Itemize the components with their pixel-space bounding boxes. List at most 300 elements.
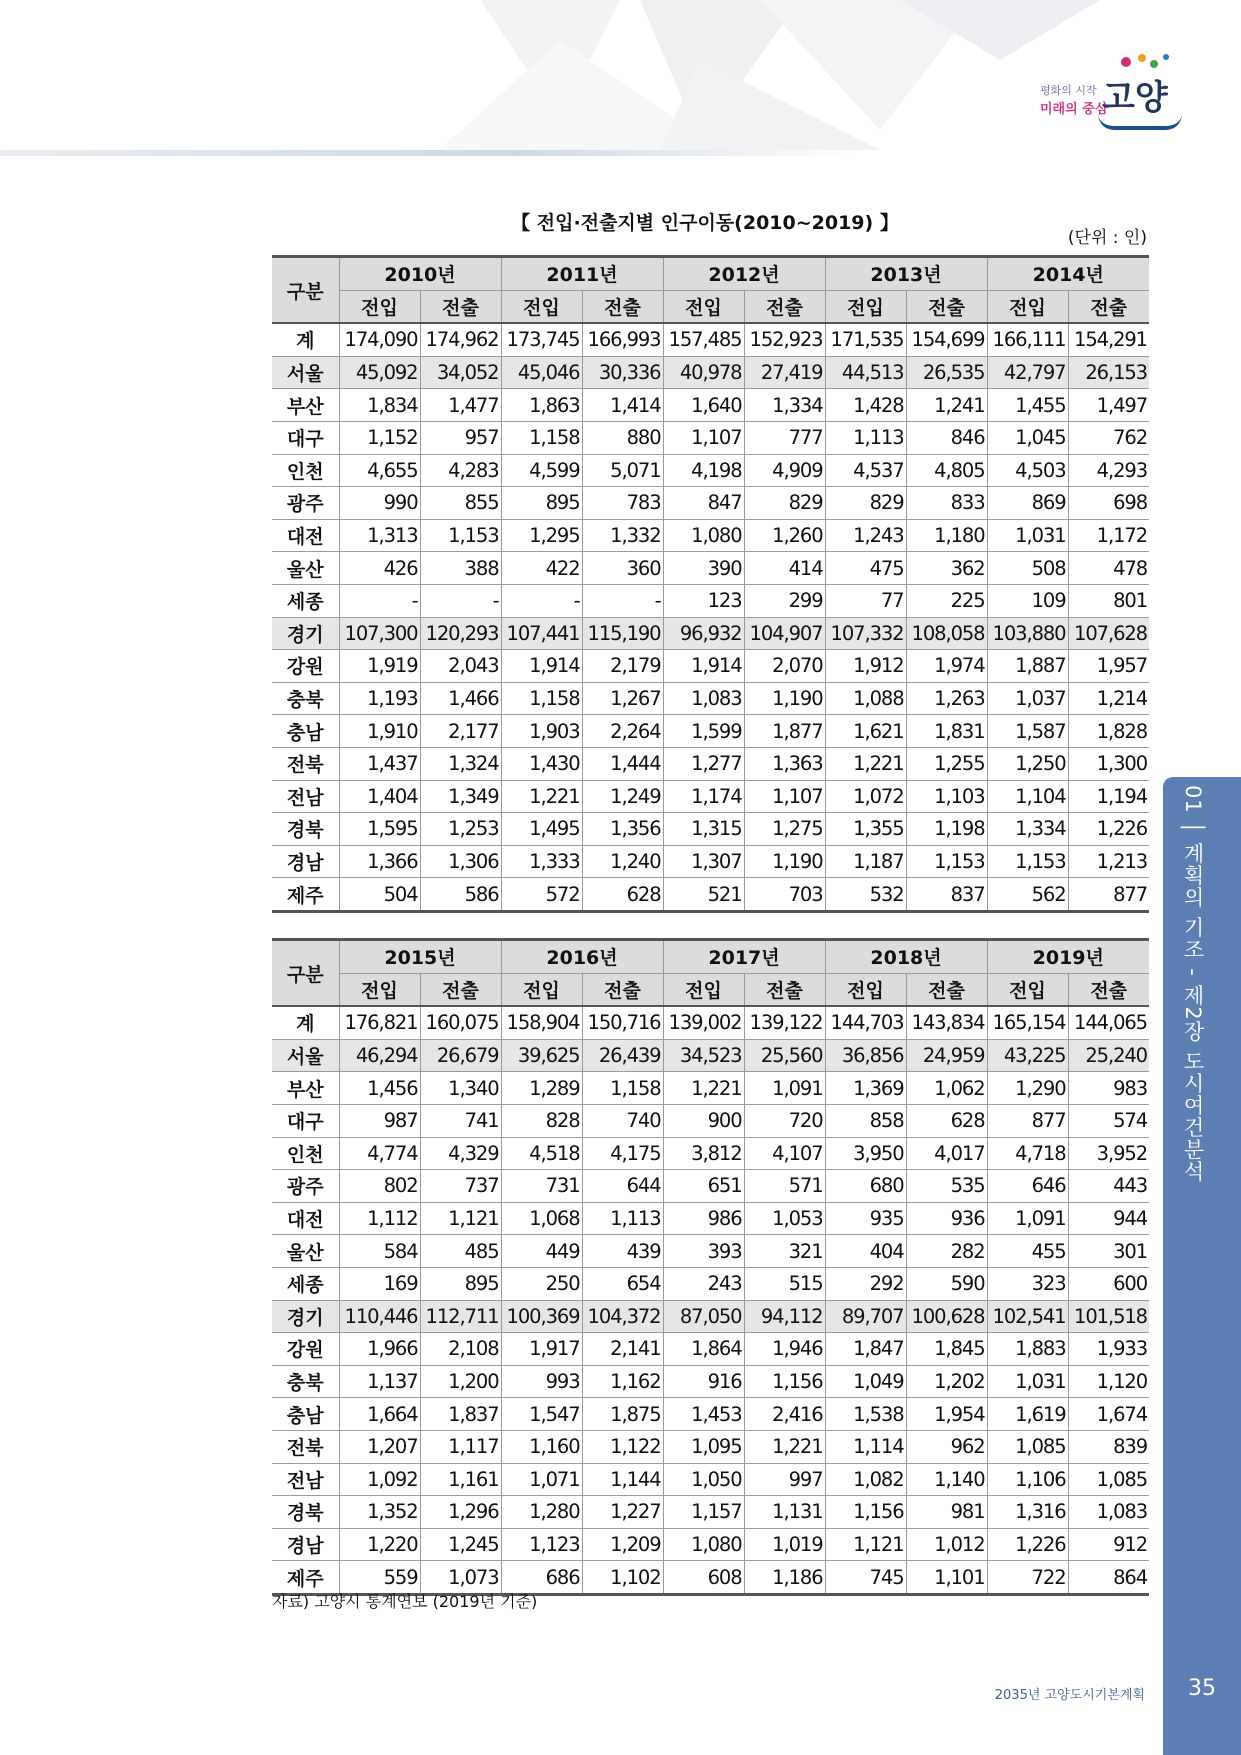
table-cell: 1,619: [987, 1398, 1068, 1431]
table-cell: 644: [582, 1170, 663, 1203]
table-cell: 1,332: [582, 519, 663, 552]
table-cell: 1,369: [825, 1072, 906, 1105]
table-row: [272, 1104, 1149, 1137]
table-cell: 26,153: [1068, 356, 1149, 389]
table-cell: 475: [825, 552, 906, 585]
region-label: 충북: [272, 682, 339, 715]
region-label: 제주: [272, 1561, 339, 1595]
table-cell: 1,092: [339, 1463, 420, 1496]
table-row: [272, 552, 1149, 585]
table-cell: 1,277: [663, 747, 744, 780]
table-cell: 1,324: [420, 747, 501, 780]
table-cell: 1,280: [501, 1496, 582, 1529]
region-label: 대전: [272, 519, 339, 552]
table-cell: 45,092: [339, 356, 420, 389]
table-cell: 1,595: [339, 813, 420, 846]
table-title: 【 전입·전출지별 인구이동(2010~2019) 】: [511, 212, 899, 234]
table-cell: 109: [987, 584, 1068, 617]
table-cell: 1,300: [1068, 747, 1149, 780]
table-cell: 802: [339, 1170, 420, 1203]
table-row: [272, 389, 1149, 422]
sub-header-in: 전입: [825, 290, 906, 323]
region-label: 전북: [272, 1430, 339, 1463]
table-cell: 646: [987, 1170, 1068, 1203]
sub-header-out: 전출: [1068, 290, 1149, 323]
table-cell: 94,112: [744, 1300, 825, 1333]
year-header: 2016년: [501, 940, 663, 974]
table-cell: 1,187: [825, 845, 906, 878]
table-cell: 1,340: [420, 1072, 501, 1105]
table-cell: 1,267: [582, 682, 663, 715]
table-cell: 1,355: [825, 813, 906, 846]
table-row: [272, 617, 1149, 650]
year-header: 2019년: [987, 940, 1149, 974]
table-cell: 1,226: [987, 1528, 1068, 1561]
table-cell: 174,090: [339, 323, 420, 356]
table-cell: 4,198: [663, 454, 744, 487]
table-cell: 993: [501, 1365, 582, 1398]
table-cell: 1,547: [501, 1398, 582, 1431]
table-cell: 4,718: [987, 1137, 1068, 1170]
table-cell: 1,263: [906, 682, 987, 715]
table-cell: 1,249: [582, 780, 663, 813]
table-row: [272, 1463, 1149, 1496]
region-label: 서울: [272, 1039, 339, 1072]
region-label: 인천: [272, 1137, 339, 1170]
table-row: [272, 1398, 1149, 1431]
table-cell: 4,805: [906, 454, 987, 487]
table-cell: -: [501, 584, 582, 617]
table-cell: 102,541: [987, 1300, 1068, 1333]
table-cell: 983: [1068, 1072, 1149, 1105]
table-cell: 4,283: [420, 454, 501, 487]
year-header: 2014년: [987, 257, 1149, 291]
table-cell: 89,707: [825, 1300, 906, 1333]
table-cell: 1,477: [420, 389, 501, 422]
table-cell: 150,716: [582, 1006, 663, 1039]
table-cell: 87,050: [663, 1300, 744, 1333]
table-row: [272, 323, 1149, 356]
table-cell: 846: [906, 421, 987, 454]
table-cell: 981: [906, 1496, 987, 1529]
sub-header-in: 전입: [987, 973, 1068, 1006]
table-cell: 1,497: [1068, 389, 1149, 422]
table-cell: 107,332: [825, 617, 906, 650]
table-cell: 1,664: [339, 1398, 420, 1431]
table-cell: 504: [339, 878, 420, 912]
table-cell: 1,091: [987, 1202, 1068, 1235]
sub-header-out: 전출: [582, 973, 663, 1006]
table-row: [272, 747, 1149, 780]
table-cell: 1,912: [825, 650, 906, 683]
table-cell: 880: [582, 421, 663, 454]
table-cell: 1,153: [987, 845, 1068, 878]
table-cell: 44,513: [825, 356, 906, 389]
table-row: [272, 845, 1149, 878]
table-row: [272, 519, 1149, 552]
year-header: 2010년: [339, 257, 501, 291]
table-cell: 292: [825, 1267, 906, 1300]
table-cell: 828: [501, 1104, 582, 1137]
table-cell: 301: [1068, 1235, 1149, 1268]
logo-slogan-1: 평화의 시작: [1040, 84, 1097, 97]
table-cell: 3,950: [825, 1137, 906, 1170]
table-cell: 166,111: [987, 323, 1068, 356]
table-cell: 152,923: [744, 323, 825, 356]
table-cell: 1,226: [1068, 813, 1149, 846]
table-cell: 1,914: [501, 650, 582, 683]
table-cell: 698: [1068, 487, 1149, 520]
table-cell: 1,444: [582, 747, 663, 780]
table-cell: 1,334: [744, 389, 825, 422]
table-cell: 1,202: [906, 1365, 987, 1398]
table-cell: 1,674: [1068, 1398, 1149, 1431]
table-cell: 895: [501, 487, 582, 520]
table-cell: 962: [906, 1430, 987, 1463]
table-row: [272, 1202, 1149, 1235]
table-row: [272, 1235, 1149, 1268]
sub-header-out: 전출: [744, 290, 825, 323]
table-cell: 877: [1068, 878, 1149, 912]
sub-header-in: 전입: [339, 973, 420, 1006]
sub-header-in: 전입: [501, 290, 582, 323]
table-cell: 1,207: [339, 1430, 420, 1463]
table-cell: 1,161: [420, 1463, 501, 1496]
region-label: 경북: [272, 1496, 339, 1529]
table-cell: 4,329: [420, 1137, 501, 1170]
table-cell: 173,745: [501, 323, 582, 356]
footer-plan-title: 2035년 고양도시기본계획: [994, 1688, 1145, 1703]
table-cell: 1,080: [663, 519, 744, 552]
table-cell: 864: [1068, 1561, 1149, 1595]
table-row: [272, 650, 1149, 683]
table-cell: 225: [906, 584, 987, 617]
region-label: 울산: [272, 552, 339, 585]
table-row: [272, 1496, 1149, 1529]
table-cell: 103,880: [987, 617, 1068, 650]
sub-header-in: 전입: [663, 973, 744, 1006]
table-cell: 1,158: [582, 1072, 663, 1105]
goyang-logo: [1040, 52, 1180, 132]
table-cell: 1,883: [987, 1333, 1068, 1366]
region-label: 계: [272, 323, 339, 356]
table-cell: 100,628: [906, 1300, 987, 1333]
table-cell: 26,439: [582, 1039, 663, 1072]
table-cell: 112,711: [420, 1300, 501, 1333]
table-cell: 30,336: [582, 356, 663, 389]
region-label: 경기: [272, 1300, 339, 1333]
table-cell: 169: [339, 1267, 420, 1300]
table-cell: 24,959: [906, 1039, 987, 1072]
table-row: [272, 1430, 1149, 1463]
table-cell: 1,834: [339, 389, 420, 422]
table-cell: 1,430: [501, 747, 582, 780]
region-label: 광주: [272, 1170, 339, 1203]
table-cell: 777: [744, 421, 825, 454]
table-cell: 40,978: [663, 356, 744, 389]
table-cell: 987: [339, 1104, 420, 1137]
table-cell: 2,179: [582, 650, 663, 683]
table-cell: 1,072: [825, 780, 906, 813]
table-cell: 4,107: [744, 1137, 825, 1170]
table-cell: 515: [744, 1267, 825, 1300]
table-cell: 1,253: [420, 813, 501, 846]
table-cell: 1,316: [987, 1496, 1068, 1529]
table-cell: 4,503: [987, 454, 1068, 487]
table-cell: 1,640: [663, 389, 744, 422]
table-cell: 703: [744, 878, 825, 912]
table-cell: 1,123: [501, 1528, 582, 1561]
table-cell: 1,156: [744, 1365, 825, 1398]
table-row: [272, 715, 1149, 748]
sub-header-in: 전입: [825, 973, 906, 1006]
table-cell: 1,174: [663, 780, 744, 813]
table-cell: 4,599: [501, 454, 582, 487]
table-cell: 1,352: [339, 1496, 420, 1529]
table-cell: 388: [420, 552, 501, 585]
region-label: 전북: [272, 747, 339, 780]
sub-header-row: [272, 973, 1149, 1006]
sub-header-row: [272, 290, 1149, 323]
table-cell: 120,293: [420, 617, 501, 650]
table-cell: -: [420, 584, 501, 617]
table-cell: 1,455: [987, 389, 1068, 422]
table-cell: 1,864: [663, 1333, 744, 1366]
table-cell: 1,363: [744, 747, 825, 780]
table-cell: 1,919: [339, 650, 420, 683]
year-header: 2015년: [339, 940, 501, 974]
table-cell: 1,037: [987, 682, 1068, 715]
table-cell: 299: [744, 584, 825, 617]
table-cell: 731: [501, 1170, 582, 1203]
table-cell: 1,966: [339, 1333, 420, 1366]
table-cell: 1,828: [1068, 715, 1149, 748]
table-cell: 414: [744, 552, 825, 585]
table-cell: 944: [1068, 1202, 1149, 1235]
table-row: [272, 682, 1149, 715]
table-row: [272, 813, 1149, 846]
table-cell: 1,131: [744, 1496, 825, 1529]
table-cell: 45,046: [501, 356, 582, 389]
table-cell: 1,437: [339, 747, 420, 780]
table-cell: 2,043: [420, 650, 501, 683]
table-cell: 1,414: [582, 389, 663, 422]
table-cell: 362: [906, 552, 987, 585]
table-cell: 1,160: [501, 1430, 582, 1463]
table-cell: 1,404: [339, 780, 420, 813]
region-label: 경남: [272, 1528, 339, 1561]
table-cell: -: [582, 584, 663, 617]
table-cell: 869: [987, 487, 1068, 520]
table-cell: 160,075: [420, 1006, 501, 1039]
table-cell: 439: [582, 1235, 663, 1268]
table-cell: 1,198: [906, 813, 987, 846]
header-rule: [0, 150, 860, 156]
table-cell: 176,821: [339, 1006, 420, 1039]
table-cell: 1,157: [663, 1496, 744, 1529]
table-cell: 745: [825, 1561, 906, 1595]
table-row: [272, 1006, 1149, 1039]
table-cell: 1,221: [501, 780, 582, 813]
table-cell: 858: [825, 1104, 906, 1137]
table-cell: 1,095: [663, 1430, 744, 1463]
table-cell: 1,366: [339, 845, 420, 878]
table-cell: 478: [1068, 552, 1149, 585]
table-cell: 1,158: [501, 682, 582, 715]
table-cell: 532: [825, 878, 906, 912]
table-row: [272, 584, 1149, 617]
table-cell: 1,113: [582, 1202, 663, 1235]
migration-table-2015-2019: [272, 938, 1149, 1596]
logo-flower-icon: [1118, 52, 1178, 72]
table-cell: 139,122: [744, 1006, 825, 1039]
table-cell: 2,108: [420, 1333, 501, 1366]
region-label: 충북: [272, 1365, 339, 1398]
table-cell: 3,812: [663, 1137, 744, 1170]
table-cell: 4,909: [744, 454, 825, 487]
table-cell: 1,356: [582, 813, 663, 846]
year-header: 2011년: [501, 257, 663, 291]
table-cell: 1,255: [906, 747, 987, 780]
table-cell: 936: [906, 1202, 987, 1235]
table-cell: 741: [420, 1104, 501, 1137]
table-cell: 590: [906, 1267, 987, 1300]
year-header: 2018년: [825, 940, 987, 974]
table-cell: 139,002: [663, 1006, 744, 1039]
table-cell: 2,416: [744, 1398, 825, 1431]
table-cell: 1,428: [825, 389, 906, 422]
table-cell: 847: [663, 487, 744, 520]
table-cell: 4,537: [825, 454, 906, 487]
table-cell: 877: [987, 1104, 1068, 1137]
table-cell: 25,560: [744, 1039, 825, 1072]
table-cell: 1,107: [744, 780, 825, 813]
table-cell: 5,071: [582, 454, 663, 487]
source-note: 자료) 고양시 통계연보 (2019년 기준): [272, 1592, 538, 1611]
region-label: 충남: [272, 1398, 339, 1431]
table-cell: 1,045: [987, 421, 1068, 454]
sub-header-out: 전출: [906, 973, 987, 1006]
table-cell: 1,877: [744, 715, 825, 748]
year-header-row: [272, 940, 1149, 974]
table-cell: 2,264: [582, 715, 663, 748]
table-cell: 154,291: [1068, 323, 1149, 356]
table-cell: 1,080: [663, 1528, 744, 1561]
region-label: 대구: [272, 1104, 339, 1137]
table-cell: 443: [1068, 1170, 1149, 1203]
sub-header-out: 전출: [420, 290, 501, 323]
region-label: 계: [272, 1006, 339, 1039]
region-label: 제주: [272, 878, 339, 912]
table-cell: 1,209: [582, 1528, 663, 1561]
table-cell: 104,907: [744, 617, 825, 650]
table-cell: 1,053: [744, 1202, 825, 1235]
table-cell: 783: [582, 487, 663, 520]
table-cell: 584: [339, 1235, 420, 1268]
region-label: 경기: [272, 617, 339, 650]
table-row: [272, 454, 1149, 487]
table-cell: 360: [582, 552, 663, 585]
table-cell: 1,221: [663, 1072, 744, 1105]
region-label: 세종: [272, 1267, 339, 1300]
year-header: 2013년: [825, 257, 987, 291]
table-cell: 900: [663, 1104, 744, 1137]
table-cell: 559: [339, 1561, 420, 1595]
table-cell: 2,070: [744, 650, 825, 683]
table-cell: 1,122: [582, 1430, 663, 1463]
table-cell: 686: [501, 1561, 582, 1595]
table-cell: 1,837: [420, 1398, 501, 1431]
table-cell: 166,993: [582, 323, 663, 356]
table-cell: 4,017: [906, 1137, 987, 1170]
table-cell: 1,153: [420, 519, 501, 552]
region-label: 강원: [272, 650, 339, 683]
table-cell: 1,887: [987, 650, 1068, 683]
region-label: 세종: [272, 584, 339, 617]
table-row: [272, 1333, 1149, 1366]
table-cell: 25,240: [1068, 1039, 1149, 1072]
table-cell: 1,137: [339, 1365, 420, 1398]
table-cell: 1,012: [906, 1528, 987, 1561]
table-row: [272, 780, 1149, 813]
table-cell: 1,974: [906, 650, 987, 683]
sub-header-in: 전입: [501, 973, 582, 1006]
table-cell: 1,221: [744, 1430, 825, 1463]
year-header: 2017년: [663, 940, 825, 974]
table-cell: 1,162: [582, 1365, 663, 1398]
region-label: 대전: [272, 1202, 339, 1235]
table-cell: 571: [744, 1170, 825, 1203]
table-cell: 107,300: [339, 617, 420, 650]
table-cell: 1,250: [987, 747, 1068, 780]
table-cell: 1,295: [501, 519, 582, 552]
table-cell: 42,797: [987, 356, 1068, 389]
table-cell: 997: [744, 1463, 825, 1496]
table-cell: 1,349: [420, 780, 501, 813]
table-cell: 1,227: [582, 1496, 663, 1529]
table-row: [272, 356, 1149, 389]
table-cell: 1,845: [906, 1333, 987, 1366]
table-cell: 1,914: [663, 650, 744, 683]
table-cell: 1,101: [906, 1561, 987, 1595]
table-cell: 1,275: [744, 813, 825, 846]
table-cell: 1,933: [1068, 1333, 1149, 1366]
region-label: 부산: [272, 389, 339, 422]
table-row: [272, 1072, 1149, 1105]
table-cell: 34,052: [420, 356, 501, 389]
table-cell: 123: [663, 584, 744, 617]
chapter-separator: │: [1181, 821, 1205, 836]
table-row: [272, 487, 1149, 520]
sub-header-out: 전출: [906, 290, 987, 323]
table-cell: 1,172: [1068, 519, 1149, 552]
table-cell: 1,068: [501, 1202, 582, 1235]
table-cell: 107,628: [1068, 617, 1149, 650]
table-cell: 574: [1068, 1104, 1149, 1137]
table-cell: 1,158: [501, 421, 582, 454]
table-cell: 321: [744, 1235, 825, 1268]
table-row: [272, 1267, 1149, 1300]
table-cell: 422: [501, 552, 582, 585]
table-cell: 165,154: [987, 1006, 1068, 1039]
table-cell: 100,369: [501, 1300, 582, 1333]
table-cell: 115,190: [582, 617, 663, 650]
table-cell: -: [339, 584, 420, 617]
table-cell: 2,141: [582, 1333, 663, 1366]
table-cell: 1,587: [987, 715, 1068, 748]
table-cell: 1,954: [906, 1398, 987, 1431]
table-cell: 1,193: [339, 682, 420, 715]
